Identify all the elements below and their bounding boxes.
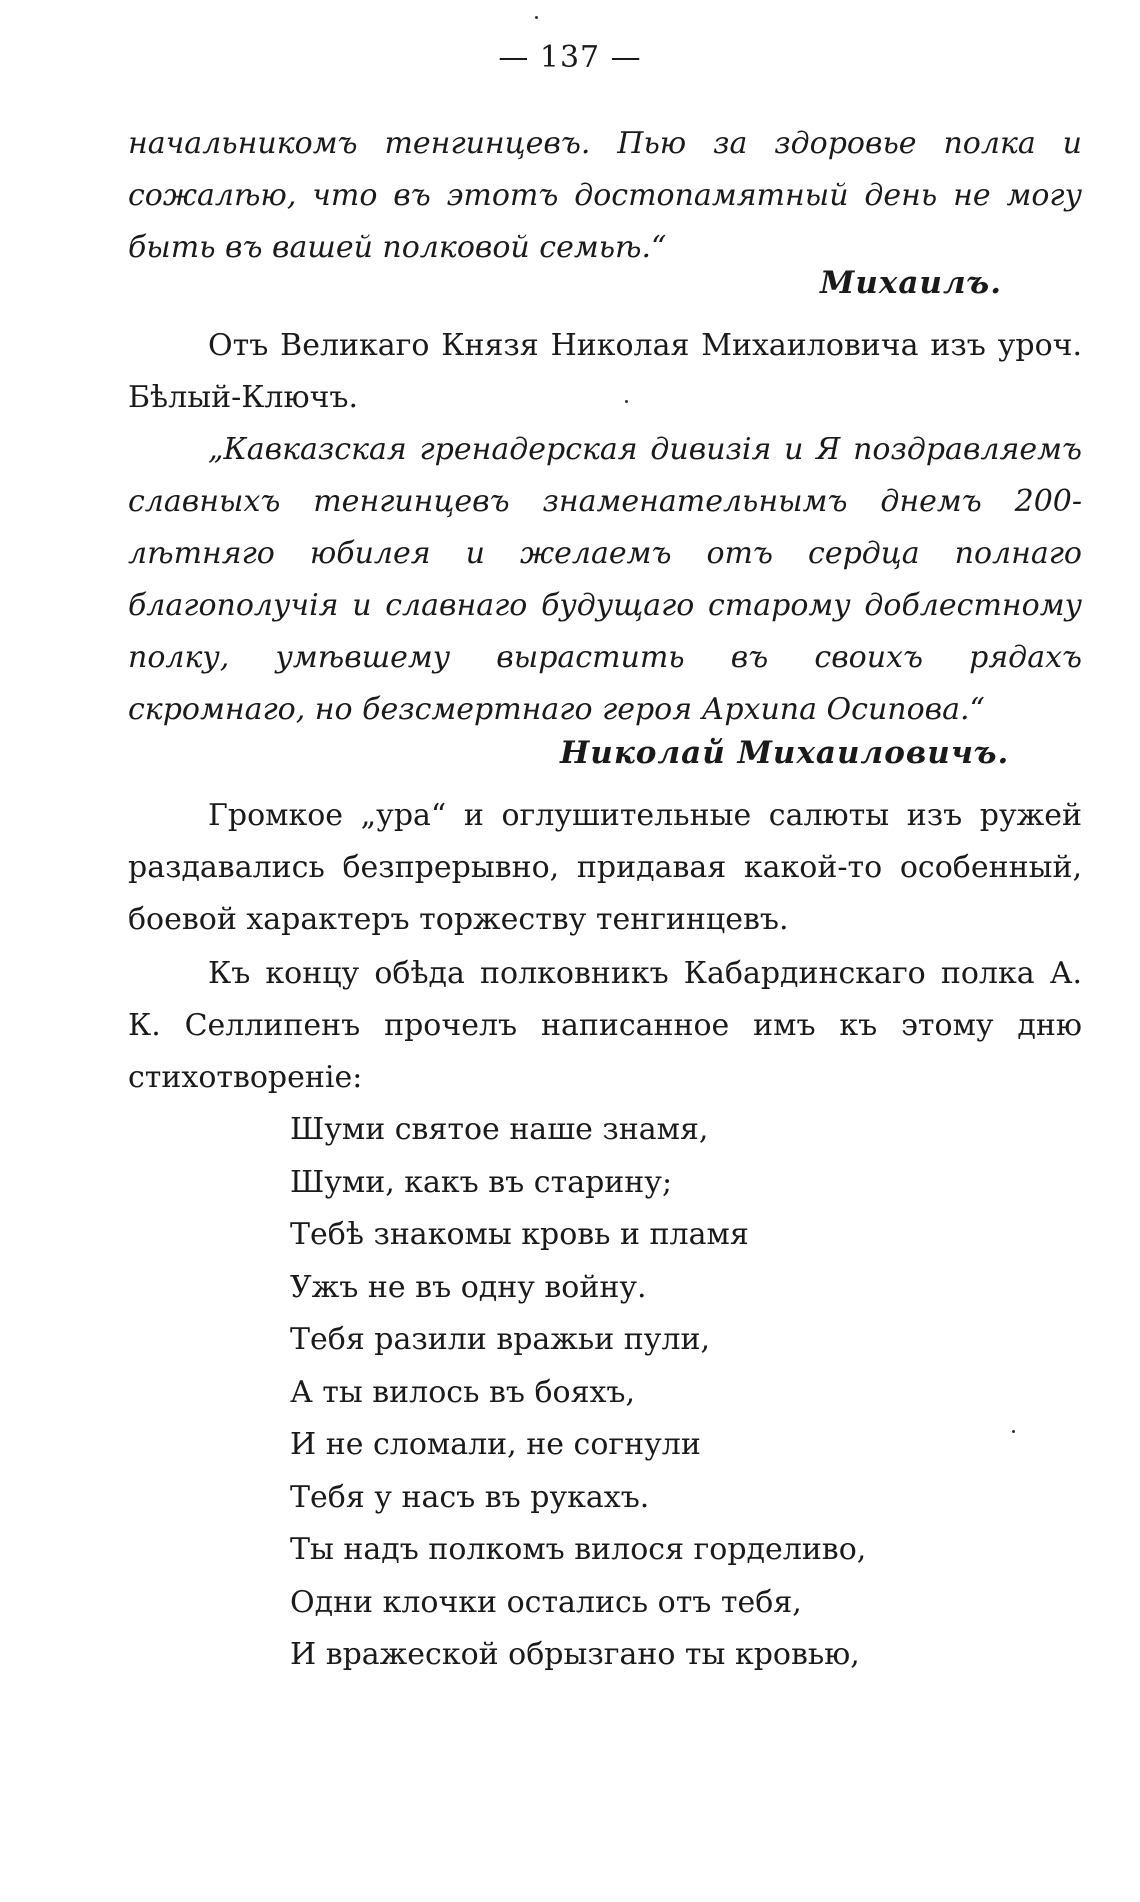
poem-line: Тебѣ знакомы кровь и пламя xyxy=(290,1217,749,1252)
poem-line: Тебя у насъ въ рукахъ. xyxy=(290,1479,650,1515)
telegram-2-signature: Николай Михаиловичъ. xyxy=(560,735,1010,771)
telegram-1-text: начальникомъ тенгинцевъ. Пью за здоровье полка и сожалѣю, что въ этотъ достопамятный день не могу быть въ вашей полковой семьѣ.“ xyxy=(128,126,1082,265)
telegram-1-signature: Михаилъ. xyxy=(820,265,1002,301)
poem-line: И не сломали, не согнули xyxy=(290,1427,701,1462)
poem-line: Ужъ не въ одну войну. xyxy=(290,1269,647,1305)
poem-line: Одни клочки остались отъ тебя, xyxy=(290,1584,802,1620)
paragraph-poem-intro: Къ концу обѣда полковникъ Кабардинскаго полка А. К. Селлипенъ прочелъ написанное имъ къ этому дню стихотвореніе: xyxy=(128,956,1082,1095)
ink-speck xyxy=(1012,1430,1015,1433)
poem-line: Ты надъ полкомъ вилося горделиво, xyxy=(290,1532,867,1567)
poem xyxy=(290,1104,866,1682)
paragraph-cheers: Громкое „ура“ и оглушительные салюты изъ ружей раздавались безпрерывно, придавая какой-то особенный, боевой характеръ торжеству тенгинцевъ. xyxy=(128,798,1082,937)
poem-line: И вражеской обрызгано ты кровью, xyxy=(290,1637,860,1672)
ink-speck xyxy=(535,16,538,19)
ink-speck xyxy=(625,400,628,403)
telegram-2-intro: Отъ Великаго Князя Николая Михаиловича изъ уроч. Бѣлый-Ключъ. xyxy=(128,328,1082,415)
poem-line: А ты вилось въ бояхъ, xyxy=(290,1374,636,1410)
page-number: — 137 — xyxy=(498,40,642,75)
poem-line: Шуми, какъ въ старину; xyxy=(290,1164,673,1200)
telegram-2-text: „Кавказская гренадерская дивизія и Я поздравляемъ славныхъ тенгинцевъ знаменательнымъ днемъ 200-лѣтняго юбилея и желаемъ отъ сердца полнаго благополучія и славнаго будущаго старому доблестному полку, умѣвшему вырастить въ своихъ рядахъ скромнаго, но безсмертнаго героя Архипа Осипова.“ xyxy=(128,432,1082,727)
poem-line: Тебя разили вражьи пули, xyxy=(290,1322,710,1357)
poem-line: Шуми святое наше знамя, xyxy=(290,1112,709,1147)
